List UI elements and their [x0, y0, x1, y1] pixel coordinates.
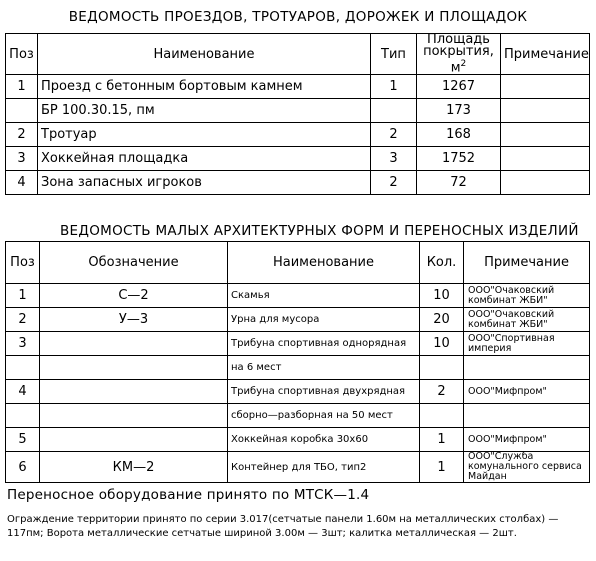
header-name: Наименование — [228, 242, 420, 284]
cell-name: Зона запасных игроков — [38, 171, 371, 195]
cell-pos: 5 — [6, 428, 40, 452]
cell-pos: 1 — [6, 75, 38, 99]
cell-name: Тротуар — [38, 123, 371, 147]
table2-title: ВЕДОМОСТЬ МАЛЫХ АРХИТЕКТУРНЫХ ФОРМ И ПЕРЕНОСНЫХ ИЗДЕЛИЙ — [60, 223, 579, 239]
cell-note: ООО"Мифпром" — [464, 428, 590, 452]
table-row — [6, 452, 590, 483]
cell-note — [464, 356, 590, 380]
table-row — [6, 404, 590, 428]
header-designation: Обозначение — [40, 242, 228, 284]
table-header-row — [6, 34, 590, 75]
cell-note: ООО"Очаковский комбинат ЖБИ" — [464, 308, 590, 332]
cell-name: Хоккейная площадка — [38, 147, 371, 171]
table-header-row — [6, 242, 590, 284]
cell-designation — [40, 380, 228, 404]
table-row — [6, 123, 590, 147]
cell-qty: 10 — [420, 284, 464, 308]
cell-pos — [6, 99, 38, 123]
cell-type: 1 — [371, 75, 417, 99]
forms-table — [5, 241, 590, 483]
header-type: Тип — [371, 34, 417, 75]
cell-qty: 20 — [420, 308, 464, 332]
cell-pos: 4 — [6, 380, 40, 404]
cell-type — [371, 99, 417, 123]
cell-pos: 3 — [6, 332, 40, 356]
header-area-line2: покрытия, — [423, 44, 494, 59]
cell-designation — [40, 332, 228, 356]
header-pos: Поз — [6, 34, 38, 75]
cell-qty: 2 — [420, 380, 464, 404]
cell-pos — [6, 404, 40, 428]
cell-name: Скамья — [228, 284, 420, 308]
cell-designation — [40, 356, 228, 380]
cell-designation — [40, 404, 228, 428]
cell-qty: 1 — [420, 428, 464, 452]
header-note: Примечание — [464, 242, 590, 284]
cell-qty: 10 — [420, 332, 464, 356]
cell-note: ООО"Служба комунального сервиса Майдан — [464, 452, 590, 483]
table-row — [6, 171, 590, 195]
cell-area: 168 — [417, 123, 501, 147]
cell-note: ООО"Очаковский комбинат ЖБИ" — [464, 284, 590, 308]
cell-area: 72 — [417, 171, 501, 195]
footer-equipment-note: Переносное оборудование принято по МТСК—1.4 — [7, 487, 370, 503]
table-row — [6, 380, 590, 404]
header-name: Наименование — [38, 34, 371, 75]
header-area — [417, 34, 501, 75]
roads-table — [5, 33, 590, 195]
header-area-unit-wrap — [420, 58, 497, 74]
cell-name: Трибуна спортивная однорядная — [228, 332, 420, 356]
cell-area: 1752 — [417, 147, 501, 171]
cell-designation: КМ—2 — [40, 452, 228, 483]
table1-title: ВЕДОМОСТЬ ПРОЕЗДОВ, ТРОТУАРОВ, ДОРОЖЕК И ПЛОЩАДОК — [68, 9, 528, 25]
cell-note — [501, 123, 590, 147]
cell-pos: 1 — [6, 284, 40, 308]
cell-name: БР 100.30.15, пм — [38, 99, 371, 123]
cell-name: Проезд с бетонным бортовым камнем — [38, 75, 371, 99]
cell-note — [501, 99, 590, 123]
header-pos: Поз — [6, 242, 40, 284]
footer-fence-note: Ограждение территории принято по серии 3.017(сетчатые панели 1.60м на металлических столбах) — 117пм; Ворота металлические сетчатые шириной 3.00м — 3шт; калитка металлическая — 2шт. — [7, 514, 559, 539]
cell-note: ООО"Спортивная империя — [464, 332, 590, 356]
cell-pos: 6 — [6, 452, 40, 483]
header-area-unit: м — [450, 60, 461, 75]
cell-note — [464, 404, 590, 428]
cell-pos: 3 — [6, 147, 38, 171]
table-row — [6, 284, 590, 308]
cell-area: 173 — [417, 99, 501, 123]
cell-note — [501, 75, 590, 99]
table-row — [6, 332, 590, 356]
cell-note — [501, 147, 590, 171]
cell-type: 2 — [371, 123, 417, 147]
table-row — [6, 356, 590, 380]
header-area-sup: 2 — [460, 59, 467, 69]
cell-name: на 6 мест — [228, 356, 420, 380]
cell-pos: 2 — [6, 308, 40, 332]
header-note: Примечание — [501, 34, 590, 75]
cell-name: Трибуна спортивная двухрядная — [228, 380, 420, 404]
cell-qty — [420, 356, 464, 380]
cell-type: 2 — [371, 171, 417, 195]
header-area-line1: Площадь — [427, 33, 490, 47]
cell-qty — [420, 404, 464, 428]
cell-note: ООО"Мифпром" — [464, 380, 590, 404]
cell-designation: У—3 — [40, 308, 228, 332]
table-row — [6, 428, 590, 452]
cell-designation — [40, 428, 228, 452]
cell-name: Хоккейная коробка 30x60 — [228, 428, 420, 452]
header-qty: Кол. — [420, 242, 464, 284]
table-row — [6, 99, 590, 123]
table-row — [6, 75, 590, 99]
cell-note — [501, 171, 590, 195]
table-row — [6, 147, 590, 171]
cell-type: 3 — [371, 147, 417, 171]
cell-area: 1267 — [417, 75, 501, 99]
cell-name: сборно—разборная на 50 мест — [228, 404, 420, 428]
cell-pos: 2 — [6, 123, 38, 147]
cell-name: Урна для мусора — [228, 308, 420, 332]
cell-qty: 1 — [420, 452, 464, 483]
cell-pos — [6, 356, 40, 380]
table-row — [6, 308, 590, 332]
cell-pos: 4 — [6, 171, 38, 195]
cell-name: Контейнер для ТБО, тип2 — [228, 452, 420, 483]
cell-designation: С—2 — [40, 284, 228, 308]
